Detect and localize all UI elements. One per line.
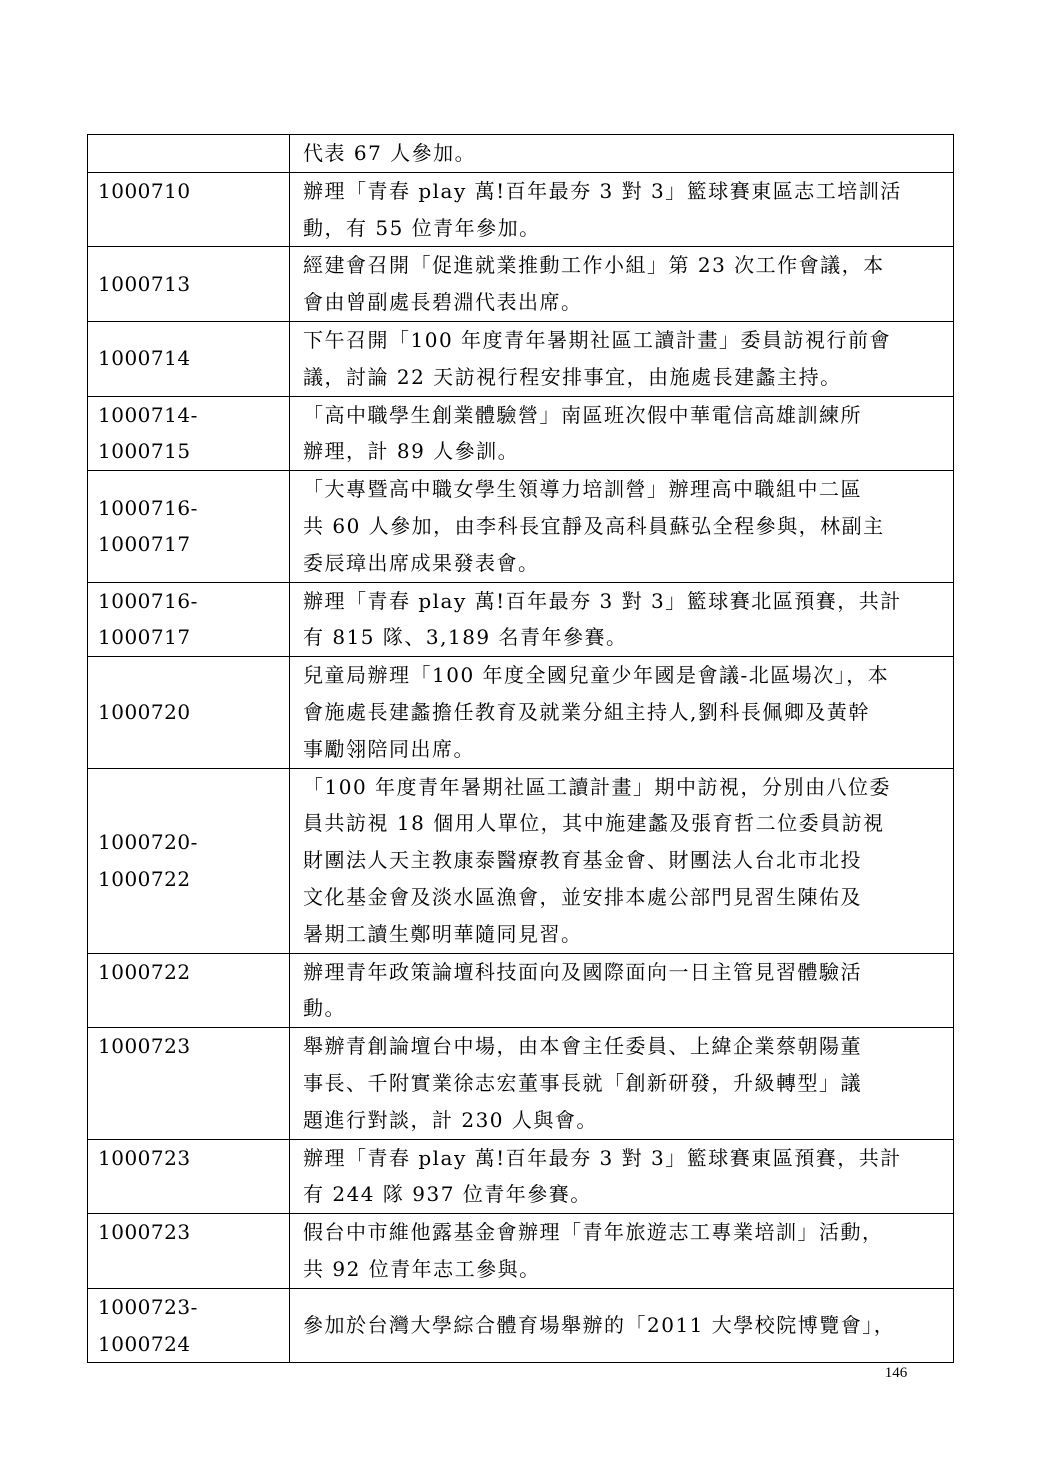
table-row bbox=[88, 1028, 954, 1139]
table-row bbox=[88, 396, 954, 471]
description-line: 有 815 隊、3,189 名青年參賽。 bbox=[303, 625, 628, 650]
description-cell bbox=[290, 768, 954, 953]
date-cell: 1000710 bbox=[88, 172, 290, 247]
description-line: 暑期工讀生鄭明華隨同見習。 bbox=[303, 921, 583, 946]
table-row bbox=[88, 247, 954, 322]
description-line: 辦理「青春 play 萬!百年最夯 3 對 3」籃球賽北區預賽，共計 bbox=[303, 588, 902, 613]
table-row bbox=[88, 1288, 954, 1363]
description-line: 代表 67 人參加。 bbox=[303, 141, 477, 165]
table-row bbox=[88, 953, 954, 1028]
table-row bbox=[88, 471, 954, 582]
description-line: 文化基金會及淡水區漁會，並安排本處公部門見習生陳佑及 bbox=[303, 884, 862, 909]
date-cell: 1000714 bbox=[88, 321, 290, 396]
description-line: 參加於台灣大學綜合體育場舉辦的「2011 大學校院博覽會」， bbox=[303, 1313, 896, 1338]
description-cell bbox=[290, 1214, 954, 1289]
description-line: 兒童局辦理「100 年度全國兒童少年國是會議-北區場次」，本 bbox=[303, 663, 890, 688]
description-line: 事勵翎陪同出席。 bbox=[303, 736, 475, 761]
table-row bbox=[88, 1214, 954, 1289]
description-line: 假台中市維他露基金會辦理「青年旅遊志工專業培訓」活動， bbox=[303, 1220, 884, 1245]
table-row bbox=[88, 582, 954, 657]
date-cell: 1000716-1000717 bbox=[88, 582, 290, 657]
description-line: 「大專暨高中職女學生領導力培訓營」辦理高中職組中二區 bbox=[303, 477, 862, 502]
page-number: 146 bbox=[884, 1365, 908, 1381]
date-cell: 1000723 bbox=[88, 1139, 290, 1214]
date-cell: 1000723 bbox=[88, 1214, 290, 1289]
date-cell: 1000720-1000722 bbox=[88, 768, 290, 953]
description-cell bbox=[290, 1139, 954, 1214]
description-line: 財團法人天主教康泰醫療教育基金會、財團法人台北市北投 bbox=[303, 848, 862, 873]
description-line: 動，有 55 位青年參加。 bbox=[303, 215, 541, 240]
description-cell bbox=[290, 471, 954, 582]
date-cell: 1000720 bbox=[88, 657, 290, 768]
description-cell bbox=[290, 953, 954, 1028]
description-cell bbox=[290, 396, 954, 471]
schedule-table bbox=[87, 134, 954, 1363]
description-line: 「高中職學生創業體驗營」南區班次假中華電信高雄訓練所 bbox=[303, 402, 862, 427]
date-cell: 1000722 bbox=[88, 953, 290, 1028]
date-cell: 1000723-1000724 bbox=[88, 1288, 290, 1363]
table-row bbox=[88, 172, 954, 247]
description-line: 員共訪視 18 個用人單位，其中施建蠡及張育哲二位委員訪視 bbox=[303, 811, 885, 836]
date-cell: 1000716-1000717 bbox=[88, 471, 290, 582]
table-row bbox=[88, 1139, 954, 1214]
description-line: 共 92 位青年志工參與。 bbox=[303, 1256, 541, 1281]
description-line: 辦理青年政策論壇科技面向及國際面向一日主管見習體驗活 bbox=[303, 959, 862, 984]
description-line: 動。 bbox=[303, 996, 346, 1021]
description-line: 「100 年度青年暑期社區工讀計畫」期中訪視，分別由八位委 bbox=[303, 774, 892, 799]
description-line: 委辰璋出席成果發表會。 bbox=[303, 550, 540, 575]
table-row bbox=[88, 321, 954, 396]
description-cell bbox=[290, 582, 954, 657]
description-cell bbox=[290, 247, 954, 322]
description-line: 經建會召開「促進就業推動工作小組」第 23 次工作會議，本 bbox=[303, 253, 885, 278]
description-line: 辦理「青春 play 萬!百年最夯 3 對 3」籃球賽東區志工培訓活 bbox=[303, 178, 902, 203]
date-cell: 1000713 bbox=[88, 247, 290, 322]
description-line: 有 244 隊 937 位青年參賽。 bbox=[303, 1182, 592, 1207]
description-line: 辦理，計 89 人參訓。 bbox=[303, 439, 520, 464]
description-cell bbox=[290, 657, 954, 768]
description-cell bbox=[290, 1288, 954, 1363]
description-cell bbox=[290, 1028, 954, 1139]
date-cell: 1000723 bbox=[88, 1028, 290, 1139]
description-line: 下午召開「100 年度青年暑期社區工讀計畫」委員訪視行前會 bbox=[303, 327, 892, 352]
description-line: 事長、千附實業徐志宏董事長就「創新研發，升級轉型」議 bbox=[303, 1070, 862, 1095]
description-cell bbox=[290, 172, 954, 247]
description-cell bbox=[290, 135, 954, 173]
description-line: 共 60 人參加，由李科長宜靜及高科員蘇弘全程參與，林副主 bbox=[303, 513, 885, 538]
description-line: 議，討論 22 天訪視行程安排事宜，由施處長建蠡主持。 bbox=[303, 364, 842, 389]
description-line: 題進行對談，計 230 人與會。 bbox=[303, 1107, 598, 1132]
table-row bbox=[88, 135, 954, 173]
table-body bbox=[88, 135, 954, 1363]
date-cell: 1000714-1000715 bbox=[88, 396, 290, 471]
description-line: 會施處長建蠡擔任教育及就業分組主持人,劉科長佩卿及黃幹 bbox=[303, 699, 870, 724]
description-line: 會由曾副處長碧淵代表出席。 bbox=[303, 290, 583, 315]
table-row bbox=[88, 657, 954, 768]
description-line: 辦理「青春 play 萬!百年最夯 3 對 3」籃球賽東區預賽，共計 bbox=[303, 1145, 902, 1170]
description-cell bbox=[290, 321, 954, 396]
table-row bbox=[88, 768, 954, 953]
date-cell bbox=[88, 135, 290, 173]
description-line: 舉辦青創論壇台中場，由本會主任委員、上緯企業蔡朝陽董 bbox=[303, 1034, 862, 1059]
